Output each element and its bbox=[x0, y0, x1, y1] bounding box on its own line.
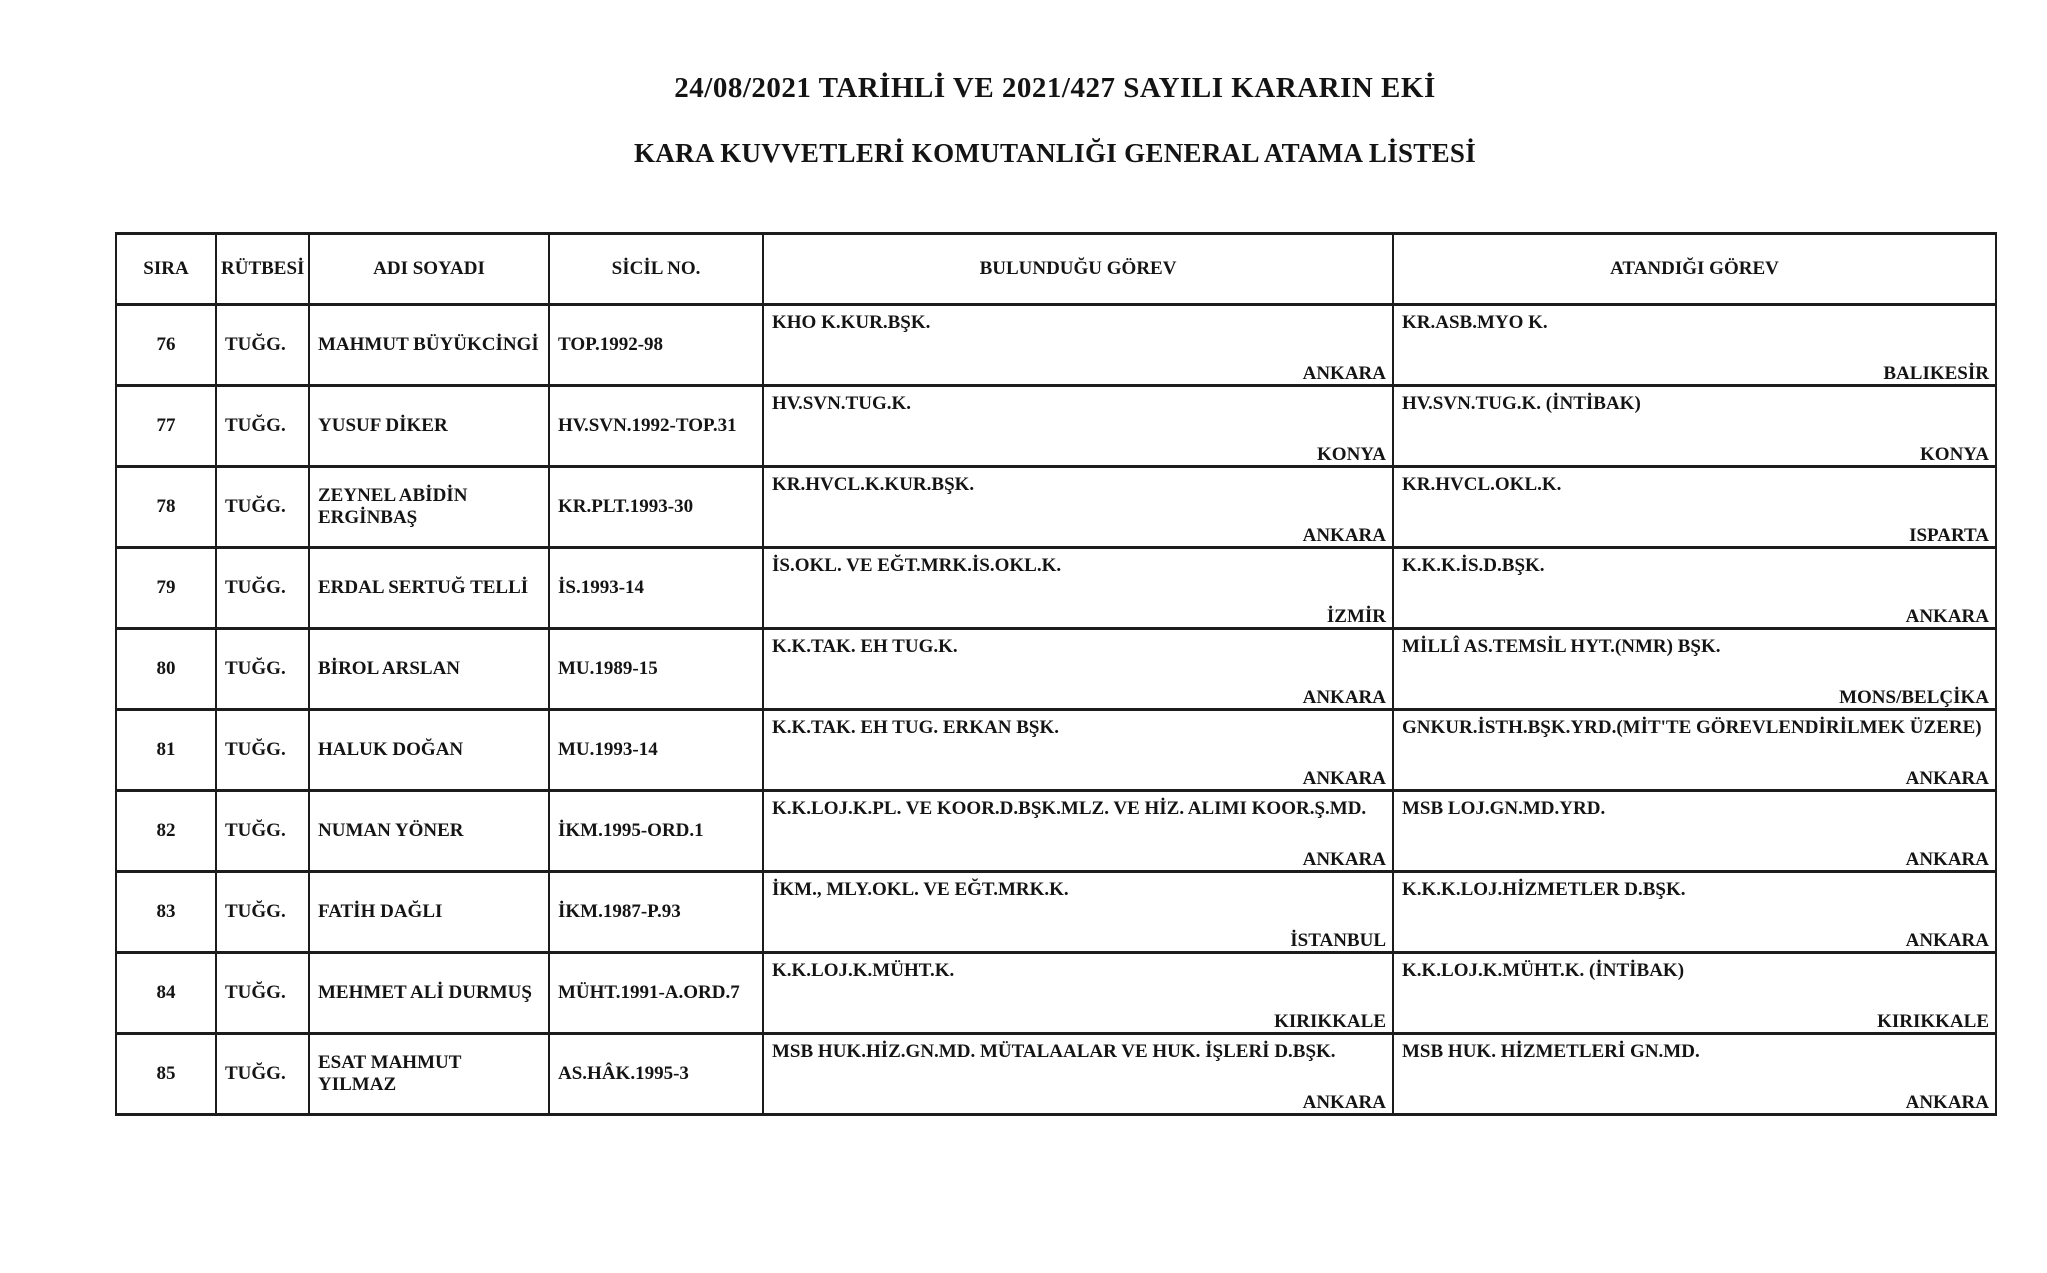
assigned-duty-cell bbox=[1393, 710, 1996, 791]
table-row bbox=[116, 305, 1996, 386]
header-rutbesi: RÜTBESİ bbox=[216, 234, 309, 305]
row-rank: TUĞG. bbox=[216, 548, 309, 629]
current-duty-cell bbox=[763, 629, 1393, 710]
table-row bbox=[116, 467, 1996, 548]
row-registry-no: MU.1989-15 bbox=[549, 629, 763, 710]
assigned-duty-cell bbox=[1393, 548, 1996, 629]
current-duty-text: MSB HUK.HİZ.GN.MD. MÜTALAALAR VE HUK. İŞLERİ D.BŞK. bbox=[772, 1041, 1336, 1062]
row-number: 78 bbox=[116, 467, 216, 548]
row-rank: TUĞG. bbox=[216, 872, 309, 953]
header-atandigi-gorev: ATANDIĞI GÖREV bbox=[1393, 234, 1996, 305]
assigned-duty-cell bbox=[1393, 791, 1996, 872]
assigned-duty-text: K.K.K.LOJ.HİZMETLER D.BŞK. bbox=[1402, 879, 1686, 900]
assigned-duty-wrap bbox=[1394, 630, 1995, 708]
current-duty-wrap bbox=[764, 1035, 1392, 1113]
assigned-duty-cell bbox=[1393, 386, 1996, 467]
document-subtitle: KARA KUVVETLERİ KOMUTANLIĞI GENERAL ATAMA LİSTESİ bbox=[633, 138, 1477, 168]
row-rank: TUĞG. bbox=[216, 629, 309, 710]
current-duty-cell bbox=[763, 386, 1393, 467]
current-duty-wrap bbox=[764, 873, 1392, 951]
current-duty-cell bbox=[763, 953, 1393, 1034]
assigned-duty-location: BALIKESİR bbox=[1883, 363, 1989, 385]
row-registry-no: KR.PLT.1993-30 bbox=[549, 467, 763, 548]
row-rank: TUĞG. bbox=[216, 467, 309, 548]
current-duty-text: K.K.LOJ.K.PL. VE KOOR.D.BŞK.MLZ. VE HİZ. ALIMI KOOR.Ş.MD. bbox=[772, 798, 1367, 819]
row-number: 77 bbox=[116, 386, 216, 467]
assigned-duty-wrap bbox=[1394, 549, 1995, 627]
current-duty-location: ANKARA bbox=[1302, 687, 1386, 709]
current-duty-location: İSTANBUL bbox=[1290, 930, 1386, 952]
row-number: 83 bbox=[116, 872, 216, 953]
row-registry-no: MU.1993-14 bbox=[549, 710, 763, 791]
current-duty-wrap bbox=[764, 468, 1392, 546]
row-registry-no: AS.HÂK.1995-3 bbox=[549, 1034, 763, 1115]
row-name: ERDAL SERTUĞ TELLİ bbox=[309, 548, 549, 629]
current-duty-wrap bbox=[764, 792, 1392, 870]
assigned-duty-wrap bbox=[1394, 306, 1995, 384]
current-duty-text: İKM., MLY.OKL. VE EĞT.MRK.K. bbox=[772, 879, 1069, 900]
assigned-duty-wrap bbox=[1394, 711, 1995, 789]
row-registry-no: İKM.1995-ORD.1 bbox=[549, 791, 763, 872]
assigned-duty-wrap bbox=[1394, 1035, 1995, 1113]
assignment-table bbox=[115, 232, 1997, 1116]
current-duty-cell bbox=[763, 305, 1393, 386]
row-number: 84 bbox=[116, 953, 216, 1034]
current-duty-cell bbox=[763, 710, 1393, 791]
current-duty-cell bbox=[763, 467, 1393, 548]
current-duty-text: İS.OKL. VE EĞT.MRK.İS.OKL.K. bbox=[772, 555, 1062, 576]
table-row bbox=[116, 710, 1996, 791]
header-sicil-no: SİCİL NO. bbox=[549, 234, 763, 305]
assigned-duty-cell bbox=[1393, 953, 1996, 1034]
assigned-duty-text: K.K.LOJ.K.MÜHT.K. (İNTİBAK) bbox=[1402, 960, 1685, 981]
current-duty-text: K.K.LOJ.K.MÜHT.K. bbox=[772, 960, 955, 981]
assigned-duty-cell bbox=[1393, 872, 1996, 953]
assigned-duty-cell bbox=[1393, 629, 1996, 710]
current-duty-text: K.K.TAK. EH TUG.K. bbox=[772, 636, 958, 657]
current-duty-wrap bbox=[764, 954, 1392, 1032]
table-row bbox=[116, 629, 1996, 710]
row-registry-no: HV.SVN.1992-TOP.31 bbox=[549, 386, 763, 467]
assigned-duty-location: ANKARA bbox=[1905, 606, 1989, 628]
row-registry-no: İKM.1987-P.93 bbox=[549, 872, 763, 953]
table-row bbox=[116, 953, 1996, 1034]
row-number: 76 bbox=[116, 305, 216, 386]
row-rank: TUĞG. bbox=[216, 791, 309, 872]
assigned-duty-text: MİLLÎ AS.TEMSİL HYT.(NMR) BŞK. bbox=[1402, 636, 1721, 657]
assigned-duty-location: ISPARTA bbox=[1909, 525, 1989, 547]
assigned-duty-wrap bbox=[1394, 468, 1995, 546]
row-registry-no: TOP.1992-98 bbox=[549, 305, 763, 386]
row-number: 81 bbox=[116, 710, 216, 791]
assigned-duty-text: K.K.K.İS.D.BŞK. bbox=[1402, 555, 1545, 576]
current-duty-location: ANKARA bbox=[1302, 363, 1386, 385]
current-duty-location: ANKARA bbox=[1302, 525, 1386, 547]
header-bulundugu-gorev: BULUNDUĞU GÖREV bbox=[763, 234, 1393, 305]
current-duty-location: ANKARA bbox=[1302, 768, 1386, 790]
row-name: BİROL ARSLAN bbox=[309, 629, 549, 710]
row-name: MAHMUT BÜYÜKCİNGİ bbox=[309, 305, 549, 386]
row-name: MEHMET ALİ DURMUŞ bbox=[309, 953, 549, 1034]
assigned-duty-wrap bbox=[1394, 387, 1995, 465]
current-duty-location: KIRIKKALE bbox=[1274, 1011, 1386, 1033]
current-duty-cell bbox=[763, 548, 1393, 629]
assigned-duty-location: MONS/BELÇİKA bbox=[1839, 687, 1989, 709]
row-rank: TUĞG. bbox=[216, 305, 309, 386]
table-row bbox=[116, 1034, 1996, 1115]
assigned-duty-wrap bbox=[1394, 954, 1995, 1032]
assigned-duty-location: KONYA bbox=[1920, 444, 1989, 466]
row-number: 85 bbox=[116, 1034, 216, 1115]
document-title: 24/08/2021 TARİHLİ VE 2021/427 SAYILI KARARIN EKİ bbox=[674, 72, 1436, 104]
row-rank: TUĞG. bbox=[216, 1034, 309, 1115]
assigned-duty-text: MSB HUK. HİZMETLERİ GN.MD. bbox=[1402, 1041, 1700, 1062]
assigned-duty-wrap bbox=[1394, 873, 1995, 951]
assigned-duty-text: KR.ASB.MYO K. bbox=[1402, 312, 1548, 333]
assigned-duty-cell bbox=[1393, 305, 1996, 386]
assigned-duty-text: KR.HVCL.OKL.K. bbox=[1402, 474, 1562, 495]
row-name: ESAT MAHMUT YILMAZ bbox=[309, 1034, 549, 1115]
current-duty-text: KR.HVCL.K.KUR.BŞK. bbox=[772, 474, 975, 495]
assigned-duty-text: GNKUR.İSTH.BŞK.YRD.(MİT'TE GÖREVLENDİRİLMEK ÜZERE) bbox=[1402, 717, 1982, 738]
row-name: NUMAN YÖNER bbox=[309, 791, 549, 872]
header-sira: SIRA bbox=[116, 234, 216, 305]
current-duty-location: ANKARA bbox=[1302, 1092, 1386, 1114]
current-duty-location: ANKARA bbox=[1302, 849, 1386, 871]
assigned-duty-location: KIRIKKALE bbox=[1877, 1011, 1989, 1033]
current-duty-wrap bbox=[764, 306, 1392, 384]
current-duty-cell bbox=[763, 791, 1393, 872]
row-name: FATİH DAĞLI bbox=[309, 872, 549, 953]
current-duty-wrap bbox=[764, 711, 1392, 789]
row-number: 82 bbox=[116, 791, 216, 872]
assigned-duty-text: MSB LOJ.GN.MD.YRD. bbox=[1402, 798, 1606, 819]
assigned-duty-text: HV.SVN.TUG.K. (İNTİBAK) bbox=[1402, 393, 1641, 414]
assigned-duty-cell bbox=[1393, 1034, 1996, 1115]
current-duty-location: KONYA bbox=[1317, 444, 1386, 466]
row-name: ZEYNEL ABİDİN ERGİNBAŞ bbox=[309, 467, 549, 548]
table-row bbox=[116, 386, 1996, 467]
row-name: YUSUF DİKER bbox=[309, 386, 549, 467]
row-number: 79 bbox=[116, 548, 216, 629]
current-duty-text: KHO K.KUR.BŞK. bbox=[772, 312, 931, 333]
row-rank: TUĞG. bbox=[216, 386, 309, 467]
row-number: 80 bbox=[116, 629, 216, 710]
table-header-row bbox=[116, 234, 1996, 305]
row-registry-no: İS.1993-14 bbox=[549, 548, 763, 629]
current-duty-text: K.K.TAK. EH TUG. ERKAN BŞK. bbox=[772, 717, 1059, 738]
current-duty-cell bbox=[763, 1034, 1393, 1115]
row-rank: TUĞG. bbox=[216, 953, 309, 1034]
current-duty-wrap bbox=[764, 549, 1392, 627]
current-duty-cell bbox=[763, 872, 1393, 953]
current-duty-wrap bbox=[764, 630, 1392, 708]
table-row bbox=[116, 872, 1996, 953]
assigned-duty-location: ANKARA bbox=[1905, 849, 1989, 871]
table-row bbox=[116, 791, 1996, 872]
assigned-duty-wrap bbox=[1394, 792, 1995, 870]
header-adi-soyadi: ADI SOYADI bbox=[309, 234, 549, 305]
row-name: HALUK DOĞAN bbox=[309, 710, 549, 791]
assigned-duty-cell bbox=[1393, 467, 1996, 548]
current-duty-location: İZMİR bbox=[1326, 606, 1386, 628]
table-row bbox=[116, 548, 1996, 629]
row-rank: TUĞG. bbox=[216, 710, 309, 791]
assigned-duty-location: ANKARA bbox=[1905, 930, 1989, 952]
assigned-duty-location: ANKARA bbox=[1905, 768, 1989, 790]
row-registry-no: MÜHT.1991-A.ORD.7 bbox=[549, 953, 763, 1034]
current-duty-text: HV.SVN.TUG.K. bbox=[772, 393, 912, 414]
current-duty-wrap bbox=[764, 387, 1392, 465]
assigned-duty-location: ANKARA bbox=[1905, 1092, 1989, 1114]
